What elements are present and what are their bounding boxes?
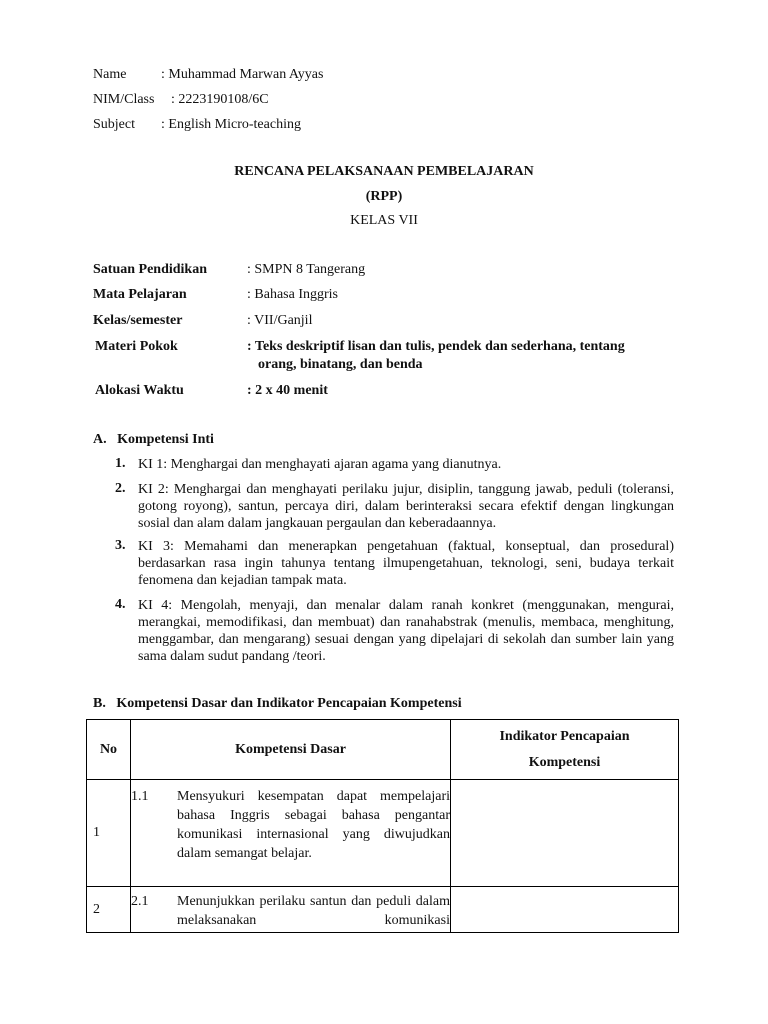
meta-label-kelas: Kelas/semester [93, 313, 183, 328]
row-1-kd [131, 780, 451, 887]
meta-label-alokasi: Alokasi Waktu [95, 383, 184, 398]
table-row [87, 780, 679, 887]
kd-table-header [87, 720, 679, 780]
ki-4-number: 4. [115, 597, 126, 612]
meta-value-materi-line1: : Teks deskriptif lisan dan tulis, pendek dan sederhana, tentang [247, 339, 625, 354]
row-2-no: 2 [87, 887, 131, 933]
name-label: Name [93, 67, 127, 82]
ki-3-text: KI 3: Memahami dan menerapkan pengetahuan (faktual, konseptual, dan prosedural) berdasarkan rasa ingin tahunya tentang ilmupengetahuan, teknologi, seni, budaya terkait fenomena dan kejadian tampak mata. [138, 539, 674, 588]
kd-table [86, 719, 679, 933]
doc-title-line3: KELAS VII [350, 213, 418, 228]
meta-value-satuan: : SMPN 8 Tangerang [247, 262, 366, 277]
col-header-ipk [451, 720, 679, 780]
row-1-no: 1 [87, 780, 131, 887]
name-value: : Muhammad Marwan Ayyas [161, 67, 324, 82]
col-header-ipk-line2: Kompetensi [528, 754, 601, 770]
section-a-heading: A. Kompetensi Inti [93, 432, 214, 447]
nim-value: : 2223190108/6C [171, 92, 269, 107]
row-1-text: Mensyukuri kesempatan dapat mempelajari bahasa Inggris sebagai bahasa pengantar komunikasi internasional yang diwujudkan dalam semangat belajar. [177, 789, 450, 861]
meta-value-alokasi: : 2 x 40 menit [247, 383, 328, 398]
ki-2-text: KI 2: Menghargai dan menghayati perilaku jujur, disiplin, tanggung jawab, peduli (toleransi, gotong royong), santun, percaya diri, dalam berinteraksi secara efektif dengan lingkungan sosial dan alam dalam jangkauan pergaulan dan keberadaannya. [138, 482, 674, 531]
ki-4-text: KI 4: Mengolah, menyaji, dan menalar dalam ranah konkret (menggunakan, mengurai, merangkai, memodifikasi, dan membuat) dan ranahabstrak (menulis, membaca, menghitung, menggambar, dan mengarang) sesuai dengan yang dipelajari di sekolah dan sumber lain yang sama dalam sudut pandang /teori. [138, 598, 674, 664]
row-1-code: 1.1 [131, 789, 149, 804]
row-2-code: 2.1 [131, 894, 149, 909]
meta-label-mapel: Mata Pelajaran [93, 287, 187, 302]
meta-label-satuan: Satuan Pendidikan [93, 262, 207, 277]
meta-value-kelas: : VII/Ganjil [247, 313, 313, 328]
table-row [87, 887, 679, 933]
doc-title-line2: (RPP) [365, 189, 403, 204]
meta-value-materi-line2: orang, binatang, dan benda [258, 357, 423, 372]
nim-label: NIM/Class [93, 92, 155, 107]
row-1-indicator [451, 780, 679, 887]
meta-label-materi: Materi Pokok [95, 339, 178, 354]
row-2-kd [131, 887, 451, 933]
ki-3-number: 3. [115, 538, 126, 553]
subject-value: : English Micro-teaching [161, 117, 301, 132]
ki-1-text: KI 1: Menghargai dan menghayati ajaran agama yang dianutnya. [138, 457, 502, 472]
doc-title-line1: RENCANA PELAKSANAAN PEMBELAJARAN [234, 164, 534, 179]
section-b-heading: B. Kompetensi Dasar dan Indikator Pencapaian Kompetensi [93, 696, 462, 711]
ki-1-number: 1. [115, 456, 126, 471]
col-header-ipk-line1: Indikator Pencapaian [499, 728, 630, 744]
row-2-text: Menunjukkan perilaku santun dan peduli dalam melaksanakan komunikasi [177, 894, 450, 928]
row-2-indicator [451, 887, 679, 933]
subject-label: Subject [93, 117, 135, 132]
col-header-kd: Kompetensi Dasar [131, 720, 451, 780]
meta-value-mapel: : Bahasa Inggris [247, 287, 338, 302]
ki-2-number: 2. [115, 481, 126, 496]
col-header-no: No [87, 720, 131, 780]
